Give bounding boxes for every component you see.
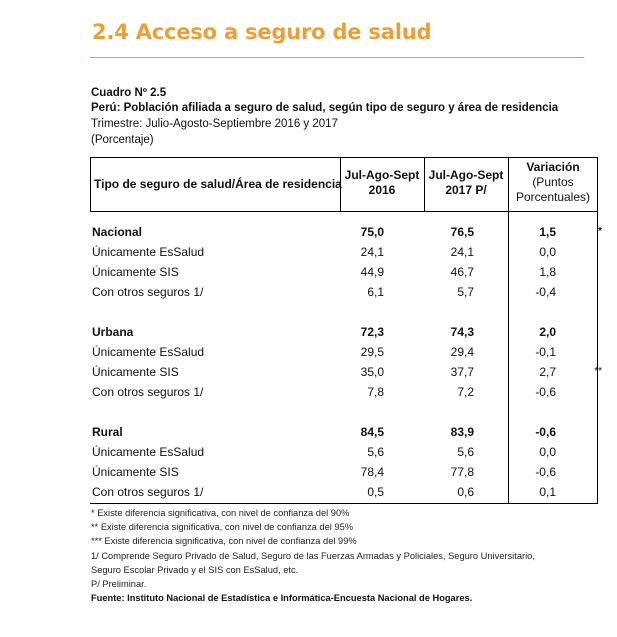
table-row — [90, 363, 602, 381]
row-label: Con otros seguros 1/ — [92, 485, 204, 499]
table-row — [90, 343, 598, 361]
value-2016: 35,0 — [360, 365, 384, 379]
value-variation: -0,4 — [535, 285, 556, 299]
row-label: Únicamente SIS — [92, 465, 179, 479]
value-2016: 5,6 — [367, 445, 384, 459]
table-bottom-rule — [90, 503, 598, 504]
table-row — [90, 283, 598, 301]
header-variation: Variación (Puntos Porcentuales) — [515, 160, 591, 204]
row-label: Únicamente EsSalud — [92, 345, 205, 359]
row-label: Únicamente EsSalud — [92, 245, 205, 259]
note: P/ Preliminar. — [91, 579, 147, 590]
row-label: Con otros seguros 1/ — [92, 285, 204, 299]
value-2017: 5,7 — [457, 285, 474, 299]
significance-mark: * — [598, 226, 602, 237]
note: * Existe diferencia significativa, con nivel de confianza del 90% — [91, 508, 350, 518]
value-variation: 0,0 — [539, 445, 556, 459]
value-2016: 75,0 — [360, 225, 384, 239]
row-label: Únicamente SIS — [92, 265, 179, 279]
value-2017: 37,7 — [450, 365, 474, 379]
header-type: Tipo de seguro de salud/Área de residencia — [94, 177, 342, 191]
value-2017: 46,7 — [450, 265, 474, 279]
value-2017: 29,4 — [450, 345, 474, 359]
value-2017: 74,3 — [450, 325, 474, 339]
significance-mark: ** — [594, 366, 602, 377]
table-row — [90, 483, 598, 501]
value-2016: 6,1 — [367, 285, 384, 299]
table-row — [90, 263, 598, 281]
value-2016: 72,3 — [360, 325, 384, 339]
row-label: Rural — [92, 425, 123, 439]
header-2016: Jul-Ago-Sept 2016 — [344, 168, 420, 197]
value-variation: -0,6 — [535, 465, 556, 479]
row-label: Nacional — [92, 225, 143, 239]
header-2017: Jul-Ago-Sept 2017 P/ — [428, 168, 504, 197]
value-variation: 1,5 — [539, 225, 556, 239]
value-2016: 29,5 — [360, 345, 384, 359]
value-variation: -0,1 — [535, 345, 556, 359]
note: Seguro Escolar Privado y el SIS con EsSalud, etc. — [91, 564, 299, 575]
value-2016: 44,9 — [360, 265, 384, 279]
row-label: Únicamente EsSalud — [92, 445, 205, 459]
table-notes — [91, 506, 535, 605]
value-2016: 0,5 — [367, 485, 384, 499]
value-variation: -0,6 — [535, 425, 556, 439]
table-row — [90, 243, 598, 261]
table-title: Perú: Población afiliada a seguro de salud, según tipo de seguro y área de residencia — [91, 102, 559, 114]
row-label: Urbana — [92, 325, 134, 339]
table-period: Trimestre: Julio-Agosto-Septiembre 2016 y 2017 — [91, 118, 338, 130]
table-row — [90, 383, 598, 401]
value-variation: 1,8 — [539, 265, 556, 279]
value-2016: 84,5 — [360, 425, 384, 439]
table-row — [90, 443, 598, 461]
value-2017: 7,2 — [457, 385, 474, 399]
table-unit: (Porcentaje) — [91, 134, 154, 146]
value-2017: 83,9 — [450, 425, 474, 439]
row-label: Con otros seguros 1/ — [92, 385, 204, 399]
value-2016: 24,1 — [360, 245, 384, 259]
source-note: Fuente: Instituto Nacional de Estadística e Informática-Encuesta Nacional de Hogares. — [91, 593, 473, 604]
value-2016: 78,4 — [360, 465, 384, 479]
value-2017: 76,5 — [450, 225, 474, 239]
table-row — [90, 423, 598, 441]
value-variation: 2,7 — [539, 365, 556, 379]
value-variation: 2,0 — [539, 325, 556, 339]
value-2017: 24,1 — [450, 245, 474, 259]
table-row — [90, 323, 598, 341]
value-2017: 77,8 — [450, 465, 474, 479]
value-variation: -0,6 — [535, 385, 556, 399]
value-2017: 5,6 — [457, 445, 474, 459]
heading-divider — [90, 57, 584, 58]
value-2016: 7,8 — [367, 385, 384, 399]
value-variation: 0,1 — [539, 485, 556, 499]
note: 1/ Comprende Seguro Privado de Salud, Seguro de las Fuerzas Armadas y Policiales, Seguro Universitario, — [91, 550, 535, 561]
table-row — [90, 463, 598, 481]
value-variation: 0,0 — [539, 245, 556, 259]
section-heading: 2.4 Acceso a seguro de salud — [92, 20, 432, 44]
note: *** Existe diferencia significativa, con nivel de confianza del 99% — [91, 536, 357, 547]
value-2017: 0,6 — [457, 485, 474, 499]
table-number: Cuadro Nº 2.5 — [91, 87, 167, 99]
row-label: Únicamente SIS — [92, 365, 179, 379]
table-row — [90, 223, 602, 241]
note: ** Existe diferencia significativa, con nivel de confianza del 95% — [91, 522, 354, 533]
